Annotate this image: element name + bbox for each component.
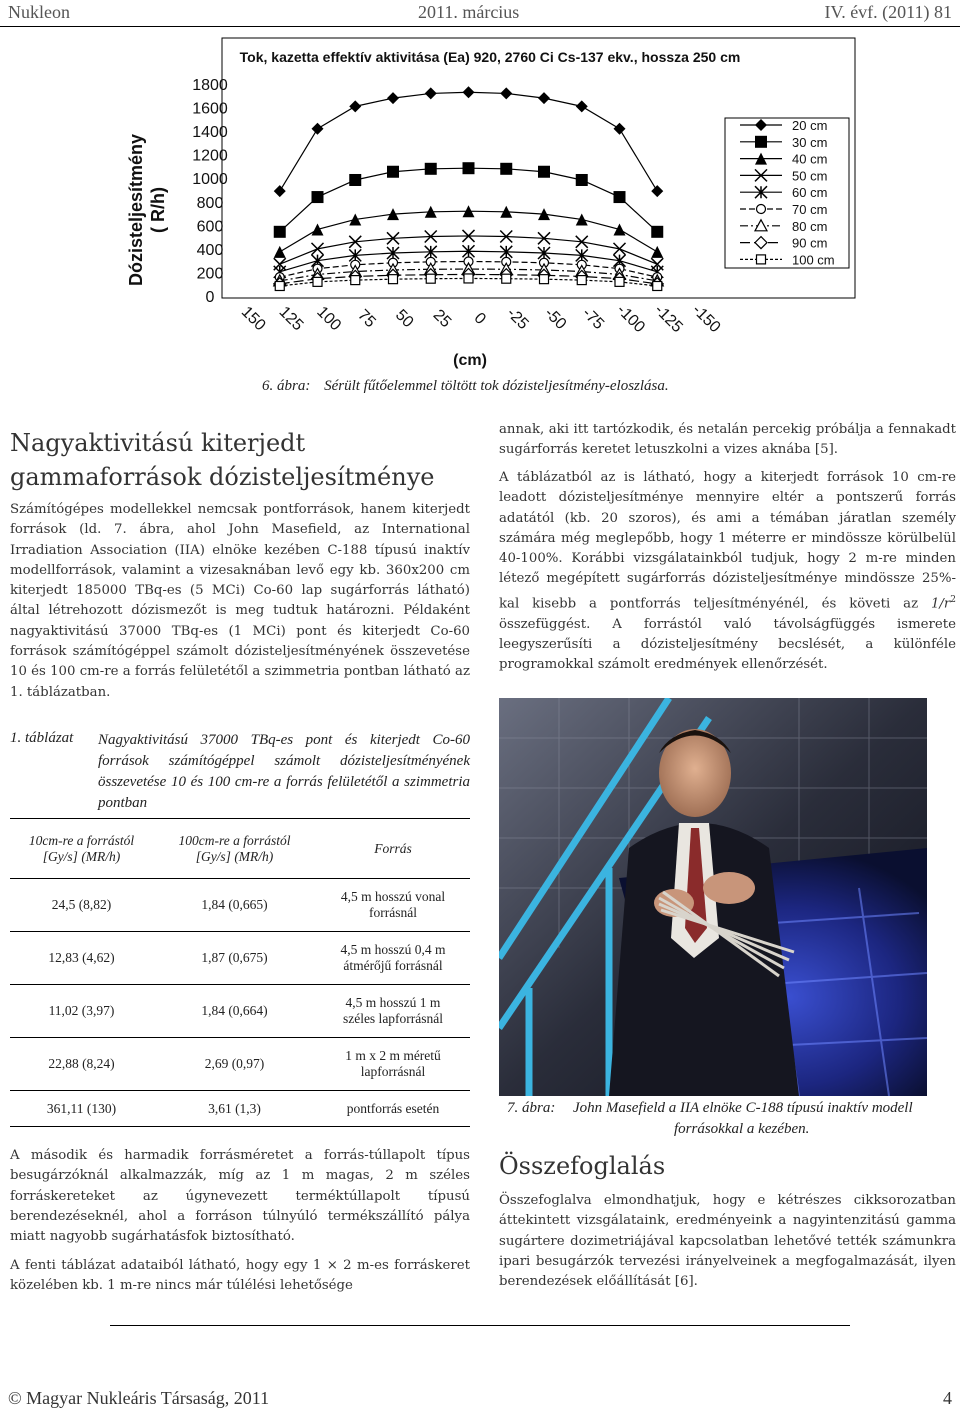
section-heading <box>10 426 470 494</box>
data-point-series-2 <box>538 166 550 178</box>
data-point-series-9 <box>577 276 586 285</box>
legend-label-1: 20 cm <box>792 118 828 133</box>
data-point-series-9 <box>275 281 284 290</box>
data-point-series-1 <box>312 123 324 135</box>
data-point-series-2 <box>274 226 286 238</box>
legend-label-3: 40 cm <box>792 151 828 167</box>
legend-label-8: 90 cm <box>792 235 828 251</box>
data-point-series-2 <box>576 174 588 186</box>
x-tick-label: -100 <box>613 301 649 337</box>
figure6-caption-label: 6. ábra: <box>262 378 311 394</box>
table-cell-10cm: 24,5 (8,82) <box>10 879 153 932</box>
data-point-series-1 <box>614 123 626 135</box>
data-point-series-2 <box>651 226 663 238</box>
table-header-source: Forrás <box>316 819 470 879</box>
table-cell-100cm: 1,84 (0,665) <box>153 879 316 932</box>
y-tick-label: 1600 <box>192 100 228 118</box>
table-cell-source <box>316 985 470 1038</box>
data-point-series-1 <box>538 92 550 104</box>
data-point-series-9 <box>653 281 662 290</box>
data-point-series-2 <box>387 166 399 178</box>
table-row <box>10 1038 470 1091</box>
data-point-series-1 <box>500 87 512 99</box>
data-point-series-2 <box>500 163 512 175</box>
y-tick-label: 800 <box>196 194 224 212</box>
table-header-100cm <box>153 819 316 879</box>
legend-label-7: 80 cm <box>792 218 828 234</box>
section-heading-line1: Nagyaktivitású kiterjedt <box>10 429 306 457</box>
footer-rule <box>110 1325 850 1326</box>
table-cell-source: pontforrás esetén <box>316 1091 470 1127</box>
data-point-series-3 <box>312 223 324 235</box>
table-row <box>10 879 470 932</box>
y-tick-label: 0 <box>205 289 215 306</box>
x-tick-label: -50 <box>540 304 570 334</box>
y-tick-label: 600 <box>196 218 224 236</box>
data-point-series-1 <box>463 86 475 98</box>
source-line1: 4,5 m hosszú 0,4 m <box>340 942 446 957</box>
legend-marker-9 <box>757 255 766 264</box>
table-row <box>10 1091 470 1127</box>
legend-label-9: 100 cm <box>792 252 835 268</box>
table-row <box>10 985 470 1038</box>
data-point-series-3 <box>274 246 286 258</box>
data-point-series-2 <box>425 163 437 175</box>
data-point-series-9 <box>464 274 473 283</box>
data-point-series-9 <box>313 277 322 286</box>
y-axis-unit: ( R/h) <box>148 187 168 233</box>
header-rule <box>0 26 960 27</box>
bottom-paragraph-2: A fenti táblázat adataiból látható, hogy egy 1 × 2 m-es forráskeret közelében kb. 1 m-re nincs már túlélési lehetősége <box>10 1258 470 1294</box>
chart-title: Tok, kazetta effektív aktivitása (Ea) 920, 2760 Ci Cs-137 ekv., hossza 250 cm <box>239 49 741 65</box>
source-line2: átmérőjű forrásnál <box>343 958 443 973</box>
table-cell-100cm: 3,61 (1,3) <box>153 1091 316 1127</box>
source-line2: lapforrásnál <box>360 1064 426 1079</box>
data-point-series-9 <box>540 275 549 284</box>
figure6-caption-text: Sérült fűtőelemmel töltött tok dózisteljesítmény-eloszlása. <box>324 378 669 394</box>
y-tick-label: 1400 <box>192 124 228 142</box>
legend-marker-6 <box>757 205 766 214</box>
x-tick-label: 75 <box>354 306 379 332</box>
data-point-series-2 <box>312 191 324 203</box>
y-tick-label: 1200 <box>192 147 228 165</box>
table-cell-100cm: 1,84 (0,664) <box>153 985 316 1038</box>
source-line2: széles lapforrásnál <box>342 1011 444 1026</box>
legend-label-4: 50 cm <box>792 168 828 184</box>
source-line1: 4,5 m hosszú vonal <box>340 889 446 904</box>
x-tick-label: -150 <box>688 301 724 337</box>
legend-label-5: 60 cm <box>792 185 828 201</box>
data-point-series-3 <box>614 223 626 235</box>
figure7-caption-line2: forrásokkal a kezében. <box>674 1121 810 1137</box>
data-point-series-1 <box>425 87 437 99</box>
data-point-series-3 <box>651 246 663 258</box>
masefield-photo <box>499 698 927 1096</box>
data-point-series-9 <box>502 274 511 283</box>
table-cell-10cm: 11,02 (3,97) <box>10 985 153 1038</box>
data-point-series-1 <box>651 185 663 197</box>
inverse-square-exponent: 2 <box>950 594 956 605</box>
dose-rate-chart <box>0 30 960 375</box>
legend-label-2: 30 cm <box>792 134 828 150</box>
series-line-1 <box>280 92 658 191</box>
data-point-series-9 <box>389 275 398 284</box>
source-line1: 1 m x 2 m méretű <box>345 1048 441 1063</box>
right-paragraph-1: annak, aki itt tartózkodik, és netalán percekig próbálja a fennakadt sugárforrás keretet letuszkolni a vizes aknába [5]. <box>499 422 956 458</box>
volume-page: IV. évf. (2011) 81 <box>824 2 952 22</box>
data-point-series-1 <box>274 185 286 197</box>
table-row <box>10 932 470 985</box>
page-number: 4 <box>943 1388 952 1408</box>
journal-name: Nukleon <box>8 2 70 22</box>
figure6-caption <box>262 378 669 395</box>
x-tick-label: 150 <box>237 303 269 335</box>
x-tick-label: -25 <box>503 304 532 334</box>
summary-paragraph: Összefoglalva elmondhatjuk, hogy e kétrészes cikksorozatban áttekintett vizsgálataink, eredményeink a nagyintenzitású gamma sugártere dozimetriájával kapcsolatban lehetővé tették számunkra ipari besugárzók tervezési irányelveinek a megfogalmazását, ilyen berendezések előállítását [6]. <box>499 1193 956 1290</box>
data-point-series-1 <box>387 92 399 104</box>
data-point-series-2 <box>614 191 626 203</box>
x-tick-label: -75 <box>578 304 608 334</box>
photo-illustration <box>499 698 927 1096</box>
table-cell-source <box>316 932 470 985</box>
y-axis-label: Dózisteljesítmény <box>126 133 146 287</box>
right-paragraph-2b: összefüggést. A forrástól való távolságfüggés ismerete leegyszerűsíti a dózisteljesítmény becslését, a különféle programokkal számolt eredmények ellenőrzését. <box>499 616 956 673</box>
table-cell-10cm: 12,83 (4,62) <box>10 932 153 985</box>
table-cell-10cm: 22,88 (8,24) <box>10 1038 153 1091</box>
y-tick-label: 200 <box>196 265 224 283</box>
x-axis-label: (cm) <box>453 352 487 369</box>
table-cell-100cm: 1,87 (0,675) <box>153 932 316 985</box>
bottom-paragraph-1: A második és harmadik forrásméretet a forrás-túllapolt típus besugárzóknál alkalmazzák, míg az 1 m magas, 2 m széles forráskereteket az úgynevezett terméktúllapolt típusú berendezéseknél, ahol a forráson túlnyúló termékszállító pálya miatt nagyobb sugárhatásfok biztosítható. <box>10 1148 470 1245</box>
inverse-square-formula: 1/r <box>930 596 951 612</box>
table-cell-source <box>316 879 470 932</box>
legend-label-6: 70 cm <box>792 202 828 217</box>
table-cell-source <box>316 1038 470 1091</box>
summary-heading: Összefoglalás <box>499 1152 666 1180</box>
data-point-series-9 <box>615 277 624 286</box>
y-tick-label: 400 <box>196 241 224 259</box>
data-point-series-2 <box>463 162 475 174</box>
data-point-series-1 <box>349 100 361 112</box>
data-point-series-4 <box>614 243 626 255</box>
source-line1: 4,5 m hosszú 1 m <box>345 995 441 1010</box>
copyright: © Magyar Nukleáris Társaság, 2011 <box>8 1388 270 1408</box>
legend-box <box>725 118 849 268</box>
data-point-series-4 <box>312 243 324 255</box>
figure7-caption-line1: John Masefield a IIA elnöke C-188 típusú inaktív modell <box>573 1100 913 1116</box>
right-paragraph-2a: A táblázatból az is látható, hogy a kiterjedt források 10 cm-re leadott dózisteljesítménye mennyire eltér a pontszerű forrás adatától (kb. 20 szoros), és ami a témában járatlan személy számára még meglepőbb, hogy 1 méterre er mindössze körülbelül 40-100%. Korábbi vizsgálatainkból tudjuk, hogy 2 m-re minden létező megépített sugárforrás dózisteljesítménye mindössze 25%-kal kisebb a pontforrás teljesítményénél, és követi az <box>499 470 956 612</box>
results-table <box>10 818 470 1127</box>
series-line-2 <box>280 168 658 232</box>
source-line2: forrásnál <box>369 905 417 920</box>
table-cell-100cm: 2,69 (0,97) <box>153 1038 316 1091</box>
table-header-100cm-line2: [Gy/s] (MR/h) <box>195 848 274 864</box>
section-heading-line2: gammaforrások dózisteljesítménye <box>10 463 435 491</box>
y-tick-label: 1800 <box>192 77 228 94</box>
data-point-series-1 <box>576 100 588 112</box>
x-tick-label: 25 <box>429 306 455 332</box>
table-header-10cm-line2: [Gy/s] (MR/h) <box>42 848 121 864</box>
issue-date: 2011. március <box>418 2 520 22</box>
table-header-100cm-line1: 100cm-re a forrástól <box>178 832 291 848</box>
right-paragraph-2 <box>499 468 956 675</box>
table-header-10cm-line1: 10cm-re a forrástól <box>28 832 135 848</box>
x-tick-label: 0 <box>470 309 489 328</box>
table-header-10cm <box>10 819 153 879</box>
table1-caption-label: 1. táblázat <box>10 730 74 746</box>
x-tick-label: 125 <box>275 303 307 335</box>
table1-caption-text: Nagyaktivitású 37000 TBq-es pont és kiterjedt Co-60 források számítógéppel számolt dózisteljesítményének összevetése 10 és 100 cm-re a forrás felületétől a szimmetria pontban <box>98 732 470 811</box>
section1-paragraph: Számítógépes modellekkel nemcsak pontforrások, hanem kiterjedt források (ld. 7. ábra, ahol John Masefield, az International Irradiation Association (IIA) elnöke kezében C-188 típusú inaktív modellforrások, valamint a vizesaknában levő egy kb. 360x200 cm kiterjedt 185000 TBq-es (5 MCi) Co-60 lap sugárforrás látható) által létrehozott dózismezőt is meg tudtuk határozni. Példaként nagyaktivitású 37000 TBq-es (1 MCi) pont és kiterjedt Co-60 források számítógéppel számolt dózisteljesítményének összevetése 10 és 100 cm-re a forrás felületétől a szimmetria pontban látható az 1. táblázatban. <box>10 502 470 700</box>
table-header-row <box>10 819 470 879</box>
x-tick-label: 100 <box>313 303 345 335</box>
data-point-series-9 <box>426 274 435 283</box>
data-point-series-2 <box>349 174 361 186</box>
legend-marker-2 <box>755 136 767 148</box>
figure7-caption-label: 7. ábra: <box>507 1100 556 1116</box>
x-tick-label: 50 <box>391 306 417 332</box>
y-tick-label: 1000 <box>192 171 228 189</box>
data-point-series-9 <box>351 276 360 285</box>
x-tick-label: -125 <box>651 301 686 337</box>
table-cell-10cm: 361,11 (130) <box>10 1091 153 1127</box>
